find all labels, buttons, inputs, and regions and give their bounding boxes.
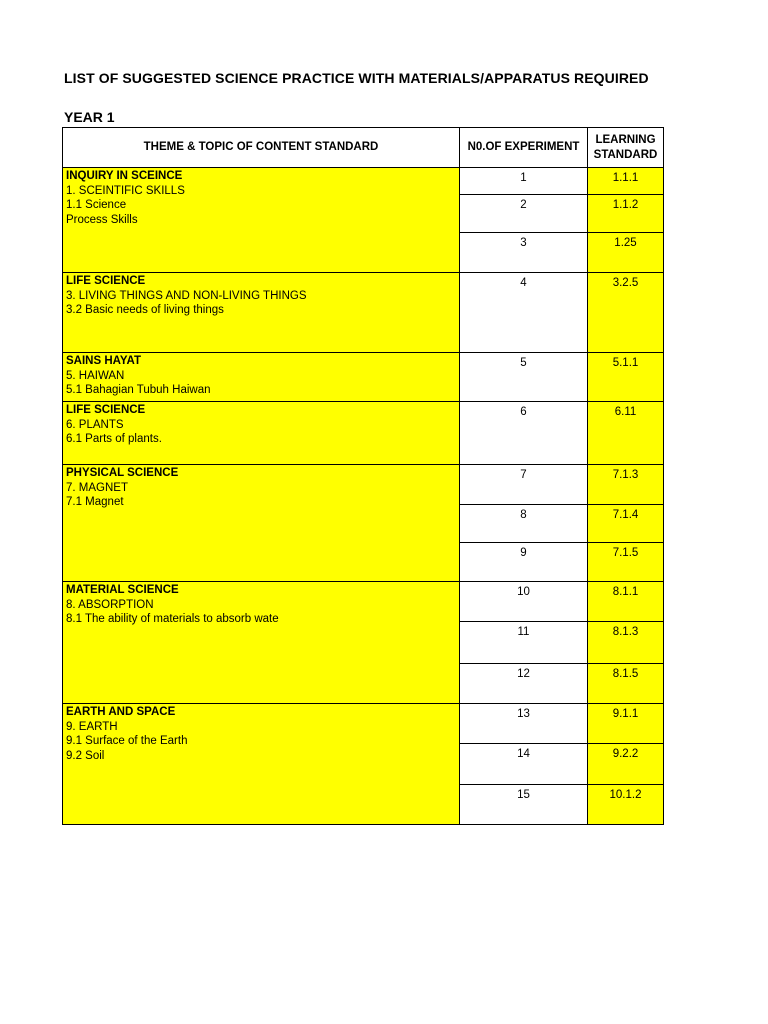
experiment-number: 8 <box>460 505 588 543</box>
header-theme: THEME & TOPIC OF CONTENT STANDARD <box>63 128 460 168</box>
header-standard-line2: STANDARD <box>593 148 658 161</box>
theme-heading: EARTH AND SPACE <box>66 706 176 718</box>
theme-line: 6.1 Parts of plants. <box>66 433 162 445</box>
theme-cell <box>63 402 460 465</box>
table-row <box>63 168 664 195</box>
theme-heading: INQUIRY IN SCEINCE <box>66 170 183 182</box>
theme-cell <box>63 704 460 825</box>
theme-line: 5. HAIWAN <box>66 369 125 382</box>
theme-line: 5.1 Bahagian Tubuh Haiwan <box>66 384 211 396</box>
theme-line: 8. ABSORPTION <box>66 598 154 611</box>
experiment-number: 14 <box>460 744 588 785</box>
learning-standard: 7.1.3 <box>588 465 664 505</box>
learning-standard: 1.1.2 <box>588 195 664 233</box>
theme-line: 3.2 Basic needs of living things <box>66 304 224 316</box>
learning-standard: 7.1.5 <box>588 543 664 582</box>
theme-heading: PHYSICAL SCIENCE <box>66 467 179 479</box>
theme-cell <box>63 465 460 582</box>
learning-standard: 8.1.1 <box>588 582 664 622</box>
experiment-number: 10 <box>460 582 588 622</box>
document-title: LIST OF SUGGESTED SCIENCE PRACTICE WITH MATERIALS/APPARATUS REQUIRED <box>64 70 649 86</box>
table-row <box>63 465 664 505</box>
theme-heading: LIFE SCIENCE <box>66 404 146 416</box>
learning-standard: 8.1.5 <box>588 664 664 704</box>
experiment-number: 15 <box>460 785 588 825</box>
experiment-number: 4 <box>460 273 588 353</box>
theme-line: 9.2 Soil <box>66 749 105 762</box>
learning-standard: 6.11 <box>588 402 664 465</box>
table-row <box>63 402 664 465</box>
learning-standard: 10.1.2 <box>588 785 664 825</box>
learning-standard: 5.1.1 <box>588 353 664 402</box>
theme-line: 1.1 Science <box>66 199 127 211</box>
theme-heading: MATERIAL SCIENCE <box>66 584 179 596</box>
theme-cell <box>63 353 460 402</box>
theme-line: 7.1 Magnet <box>66 496 124 508</box>
theme-heading: LIFE SCIENCE <box>66 275 146 287</box>
experiment-number: 12 <box>460 664 588 704</box>
year-label: YEAR 1 <box>64 109 115 125</box>
learning-standard: 8.1.3 <box>588 622 664 664</box>
experiment-number: 5 <box>460 353 588 402</box>
theme-line: 3. LIVING THINGS AND NON-LIVING THINGS <box>66 289 307 302</box>
header-experiment: N0.OF EXPERIMENT <box>460 128 588 168</box>
header-standard-line1: LEARNING <box>595 134 656 146</box>
experiment-number: 1 <box>460 168 588 195</box>
header-standard <box>588 128 664 168</box>
learning-standard: 1.1.1 <box>588 168 664 195</box>
theme-line: 1. SCEINTIFIC SKILLS <box>66 184 185 197</box>
table-row <box>63 353 664 402</box>
experiment-number: 3 <box>460 233 588 273</box>
experiment-number: 11 <box>460 622 588 664</box>
theme-line: 9. EARTH <box>66 720 118 733</box>
experiment-number: 6 <box>460 402 588 465</box>
theme-cell <box>63 273 460 353</box>
learning-standard: 7.1.4 <box>588 505 664 543</box>
learning-standard: 3.2.5 <box>588 273 664 353</box>
experiment-number: 9 <box>460 543 588 582</box>
theme-cell <box>63 168 460 273</box>
theme-line: Process Skills <box>66 213 138 226</box>
table-body <box>63 168 664 825</box>
table-row <box>63 704 664 744</box>
theme-line: 6. PLANTS <box>66 418 124 431</box>
learning-standard: 9.2.2 <box>588 744 664 785</box>
theme-heading: SAINS HAYAT <box>66 355 141 367</box>
experiments-table <box>62 127 664 825</box>
experiment-number: 13 <box>460 704 588 744</box>
header-row <box>63 128 664 168</box>
experiment-number: 2 <box>460 195 588 233</box>
table-row <box>63 273 664 353</box>
theme-cell <box>63 582 460 704</box>
experiment-number: 7 <box>460 465 588 505</box>
theme-line: 8.1 The ability of materials to absorb wate <box>66 613 279 625</box>
theme-line: 9.1 Surface of the Earth <box>66 735 188 747</box>
theme-line: 7. MAGNET <box>66 481 128 494</box>
learning-standard: 1.25 <box>588 233 664 273</box>
learning-standard: 9.1.1 <box>588 704 664 744</box>
table-row <box>63 582 664 622</box>
